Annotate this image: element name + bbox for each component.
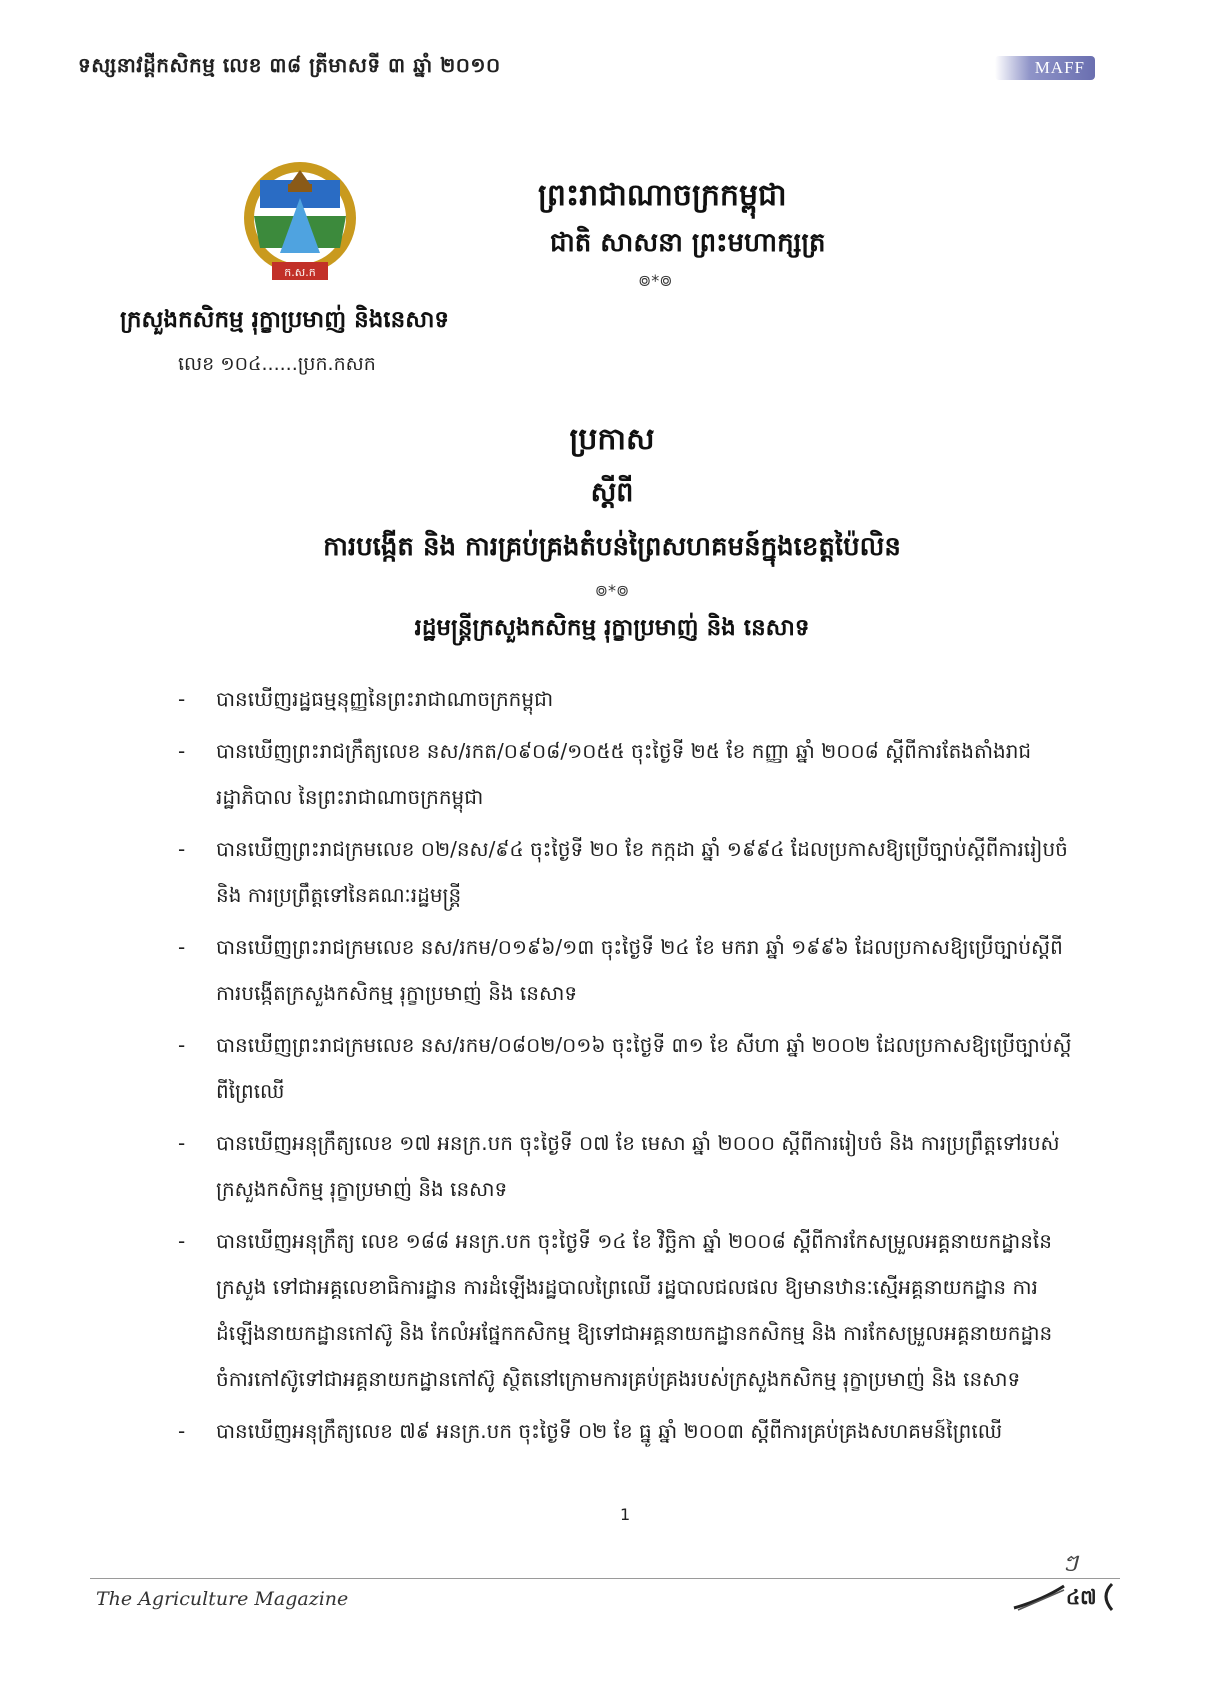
dash-marker: - — [178, 837, 186, 861]
dash-marker: - — [178, 1229, 186, 1253]
consideration-text: បានឃើញរដ្ឋធម្មនុញ្ញនៃព្រះរាជាណាចក្រកម្ពុជា — [216, 687, 554, 711]
document-type: ប្រកាស — [569, 422, 655, 457]
ornament-divider: ៙*៙ — [638, 271, 673, 290]
ministry-emblem-icon — [230, 158, 370, 286]
list-item — [178, 728, 1078, 820]
list-item — [178, 676, 1078, 722]
consideration-text: បានឃើញព្រះរាជក្រមលេខ នស/រកម/០៨០២/០១៦ ចុះថ្ងៃទី ៣១ ខែ សីហា ឆ្នាំ ២០០២ ដែលប្រកាសឱ្យប្រើច្បាប់ស្តីពីព្រៃឈើ — [216, 1033, 1072, 1103]
handwritten-mark: ៗ — [1062, 1549, 1078, 1577]
page-number: 1 — [620, 1505, 631, 1524]
dash-marker: - — [178, 1419, 186, 1443]
list-item — [178, 1218, 1078, 1402]
kingdom-title: ព្រះរាជាណាចក្រកម្ពុជា — [538, 178, 787, 213]
maff-badge — [995, 56, 1095, 80]
list-item — [178, 1408, 1078, 1454]
consideration-text: បានឃើញអនុក្រឹត្យ លេខ ១៨៨ អនក្រ.បក ចុះថ្ងៃទី ១៤ ខែ វិច្ឆិកា ឆ្នាំ ២០០៨ ស្តីពីការកែសម្រួលអគ្គនាយកដ្ឋាននៃក្រសួង ទៅជាអគ្គលេខាធិការដ្ឋាន ការដំឡើងរដ្ឋបាលព្រៃឈើ រដ្ឋបាលជលផល ឱ្យមានឋានៈស្មើអគ្គនាយកដ្ឋាន ការដំឡើងនាយកដ្ឋានកៅស៊ូ និង កែលំអផ្នែកកសិកម្ម ឱ្យទៅជាអគ្គនាយកដ្ឋានកសិកម្ម និង ការកែសម្រួលអគ្គនាយកដ្ឋានចំការកៅស៊ូទៅជាអគ្គនាយកដ្ឋានកៅស៊ូ ស្ថិតនៅក្រោមការគ្រប់គ្រងរបស់ក្រសួងកសិកម្ម រុក្ខាប្រមាញ់ និង នេសាទ — [216, 1229, 1053, 1391]
consideration-text: បានឃើញព្រះរាជក្រឹត្យលេខ នស/រកត/០៩០៨/១០៥៥ ចុះថ្ងៃទី ២៥ ខែ កញ្ញា ឆ្នាំ ២០០៨ ស្តីពីការតែងតាំងរាជរដ្ឋាភិបាល នៃព្រះរាជាណាចក្រកម្ពុជា — [216, 739, 1032, 809]
consideration-text: បានឃើញអនុក្រឹត្យលេខ ៧៩ អនក្រ.បក ចុះថ្ងៃទី ០២ ខែ ធ្នូ ឆ្នាំ ២០០៣ ស្តីពីការគ្រប់គ្រងសហគមន៍ព្រៃឈើ — [216, 1419, 1003, 1443]
magazine-page-number: ៤៧ — [1066, 1585, 1097, 1609]
maff-badge-label: MAFF — [1034, 58, 1085, 77]
list-item — [178, 1022, 1078, 1114]
minister-title: រដ្ឋមន្ត្រីក្រសួងកសិកម្ម រុក្ខាប្រមាញ់ និង នេសាទ — [414, 615, 810, 641]
list-item — [178, 924, 1078, 1016]
consideration-text: បានឃើញអនុក្រឹត្យលេខ ១៧ អនក្រ.បក ចុះថ្ងៃទី ០៧ ខែ មេសា ឆ្នាំ ២០០០ ស្តីពីការរៀបចំ និង ការប្រព្រឹត្តទៅរបស់ក្រសួងកសិកម្ម រុក្ខាប្រមាញ់ និង នេសាទ — [216, 1131, 1060, 1201]
magazine-name: The Agriculture Magazine — [96, 1588, 349, 1610]
emblem-caption: ក.ស.ក — [284, 266, 316, 279]
document-subject: ការបង្កើត និង ការគ្រប់គ្រងតំបន់ព្រៃសហគមន៍ក្នុងខេត្តប៉ៃលិន — [323, 532, 901, 562]
dash-marker: - — [178, 739, 186, 763]
dash-marker: - — [178, 687, 186, 711]
reference-number: លេខ ១០៤......ប្រក.កសក — [178, 353, 376, 375]
ornament-divider: ៙*៙ — [594, 581, 630, 600]
list-item — [178, 826, 1078, 918]
ministry-name: ក្រសួងកសិកម្ម រុក្ខាប្រមាញ់ និងនេសាទ — [120, 307, 450, 333]
national-motto: ជាតិ សាសនា ព្រះមហាក្សត្រ — [550, 228, 826, 258]
about-label: ស្តីពី — [590, 477, 634, 508]
dash-marker: - — [178, 935, 186, 959]
considerations-list — [178, 676, 1078, 1460]
dash-marker: - — [178, 1033, 186, 1057]
list-item — [178, 1120, 1078, 1212]
consideration-text: បានឃើញព្រះរាជក្រមលេខ ០២/នស/៩៤ ចុះថ្ងៃទី ២០ ខែ កក្កដា ឆ្នាំ ១៩៩៤ ដែលប្រកាសឱ្យប្រើច្បាប់ស្តីពីការរៀបចំ និង ការប្រព្រឹត្តទៅនៃគណៈរដ្ឋមន្ត្រី — [216, 837, 1068, 907]
magazine-page-tab — [1012, 1582, 1122, 1612]
consideration-text: បានឃើញព្រះរាជក្រមលេខ នស/រកម/០១៩៦/១៣ ចុះថ្ងៃទី ២៤ ខែ មករា ឆ្នាំ ១៩៩៦ ដែលប្រកាសឱ្យប្រើច្បាប់ស្តីពីការបង្កើតក្រសួងកសិកម្ម រុក្ខាប្រមាញ់ និង នេសាទ — [216, 935, 1063, 1005]
footer-divider — [90, 1578, 1120, 1579]
running-header: ទស្សនាវដ្តីកសិកម្ម លេខ ៣៨ ត្រីមាសទី ៣ ឆ្នាំ ២០១០ — [78, 53, 501, 77]
dash-marker: - — [178, 1131, 186, 1155]
